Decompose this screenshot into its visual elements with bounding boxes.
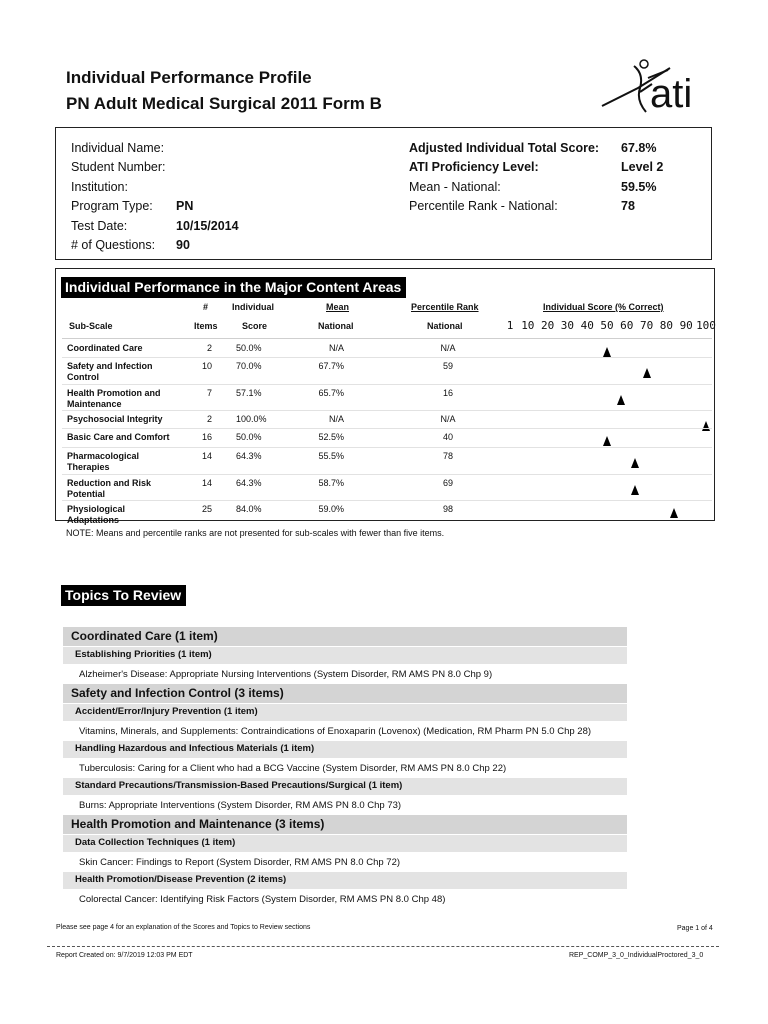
summary-label: Mean - National:: [409, 179, 501, 194]
topic-item: Colorectal Cancer: Identifying Risk Factors (System Disorder, RM AMS PN 8.0 Chp 48): [79, 894, 446, 905]
summary-value: 78: [621, 199, 635, 214]
subscale-name: Reduction and Risk Potential: [67, 478, 152, 499]
individual-score: 64.3%: [236, 478, 262, 488]
summary-value: 59.5%: [621, 179, 657, 194]
score-header: Individual: [232, 302, 275, 312]
row-divider: [62, 428, 712, 429]
individual-score: 64.3%: [236, 451, 262, 461]
topic-subcategory: Accident/Error/Injury Prevention (1 item): [63, 704, 627, 721]
scale-tick-label: 60: [620, 319, 634, 332]
footer-explanation: Please see page 4 for an explanation of the Scores and Topics to Review sections: [56, 924, 311, 931]
items-count: 14: [201, 478, 212, 488]
items-count: 2: [206, 414, 212, 424]
performance-title: Individual Performance in the Major Content Areas: [61, 277, 406, 298]
subscale-name: Psychosocial Integrity: [67, 414, 163, 424]
scale-tick-label: 90: [679, 319, 693, 332]
mean-header-sub: National: [318, 321, 354, 331]
scale-tick-label: 10: [521, 319, 535, 332]
percentile-rank: N/A: [440, 343, 456, 353]
page-number: Page 1 of 4: [677, 925, 713, 932]
individual-score: 84.0%: [236, 504, 262, 514]
national-mean: 65.7%: [318, 388, 344, 398]
row-divider: [62, 384, 712, 385]
national-mean: 67.7%: [318, 361, 344, 371]
summary-label: Adjusted Individual Total Score:: [409, 141, 600, 155]
subscale-name: Basic Care and Comfort: [67, 432, 170, 442]
subscale-name: Pharmacological Therapies: [67, 451, 140, 472]
individual-score: 50.0%: [236, 432, 262, 442]
info-label: Institution:: [71, 179, 128, 194]
percentile-rank: 59: [442, 361, 453, 371]
scale-tick-label: 100: [696, 319, 716, 332]
subscale-name: Physiological Adaptations: [67, 504, 126, 525]
row-divider: [62, 474, 712, 475]
items-header-sub: Items: [194, 321, 218, 331]
score-marker-icon: [643, 368, 651, 378]
national-mean: 52.5%: [318, 432, 344, 442]
score-marker-icon: [603, 347, 611, 357]
info-value: 10/15/2014: [176, 218, 239, 233]
score-marker-icon: [631, 458, 639, 468]
percentile-rank: 40: [442, 432, 453, 442]
footer-divider: [47, 946, 719, 947]
report-title: Individual Performance Profile: [66, 68, 312, 87]
topic-subcategory: Standard Precautions/Transmission-Based Precautions/Surgical (1 item): [63, 778, 627, 795]
national-mean: 59.0%: [318, 504, 344, 514]
summary-value: 67.8%: [621, 141, 657, 155]
score-marker-icon: [617, 395, 625, 405]
national-mean: N/A: [328, 414, 344, 424]
report-id: REP_COMP_3_0_IndividualProctored_3_0: [569, 952, 704, 959]
row-divider: [62, 447, 712, 448]
note-text: NOTE: Means and percentile ranks are not presented for sub-scales with fewer than five items.: [66, 528, 445, 538]
topic-subcategory: Data Collection Techniques (1 item): [63, 835, 627, 852]
items-header: #: [203, 302, 209, 312]
national-mean: N/A: [328, 343, 344, 353]
info-value: PN: [176, 199, 194, 214]
summary-label: ATI Proficiency Level:: [409, 160, 539, 175]
scale-tick-label: 50: [600, 319, 614, 332]
topic-subcategory: Health Promotion/Disease Prevention (2 items): [63, 872, 627, 889]
national-mean: 55.5%: [318, 451, 344, 461]
info-label: Test Date:: [71, 218, 128, 233]
scale-tick-label: 80: [659, 319, 674, 332]
topic-category: Health Promotion and Maintenance (3 items): [63, 815, 627, 834]
subscale-name: Safety and Infection Control: [67, 361, 153, 382]
subscale-name: Coordinated Care: [67, 343, 143, 353]
scale-tick-label: 20: [540, 319, 555, 332]
info-label: Student Number:: [71, 160, 166, 175]
info-label: Individual Name:: [71, 141, 165, 155]
topic-item: Skin Cancer: Findings to Report (System Disorder, RM AMS PN 8.0 Chp 72): [79, 857, 401, 868]
subscale-name: Health Promotion and Maintenance: [67, 388, 161, 409]
score-header-sub: Score: [242, 321, 268, 331]
logo-text: ati: [650, 72, 693, 116]
items-count: 10: [201, 361, 212, 371]
percentile-rank: 16: [442, 388, 453, 398]
topic-item: Vitamins, Minerals, and Supplements: Contraindications of Enoxaparin (Lovenox) (Medication, RM Pharm PN 5.0 Chp 28): [79, 726, 592, 737]
topics-list: [63, 627, 627, 909]
info-value: 90: [176, 238, 190, 252]
score-marker-icon: [603, 436, 611, 446]
chart-title: Individual Score (% Correct): [543, 302, 664, 312]
row-divider: [62, 410, 712, 411]
items-count: 25: [201, 504, 212, 514]
summary-label: Percentile Rank - National:: [409, 199, 558, 214]
row-divider: [62, 357, 712, 358]
percentile-rank: 98: [442, 504, 453, 514]
percentile-header-sub: National: [427, 321, 463, 331]
ati-logo: [600, 58, 708, 120]
score-marker-icon: [670, 508, 678, 518]
items-count: 16: [201, 432, 212, 442]
items-count: 2: [206, 343, 212, 353]
individual-score: 57.1%: [236, 388, 262, 398]
topic-item: Burns: Appropriate Interventions (System Disorder, RM AMS PN 8.0 Chp 73): [79, 800, 402, 811]
header-divider: [62, 338, 712, 339]
scale-tick-label: 70: [639, 319, 654, 332]
individual-score: 100.0%: [236, 414, 267, 424]
score-marker-icon: [702, 421, 710, 431]
row-divider: [62, 500, 712, 501]
percentile-rank: 69: [442, 478, 453, 488]
individual-score: 50.0%: [236, 343, 262, 353]
topics-title: Topics To Review: [61, 585, 186, 606]
items-count: 14: [201, 451, 212, 461]
topic-subcategory: Handling Hazardous and Infectious Materials (1 item): [63, 741, 627, 758]
info-label: Program Type:: [71, 199, 153, 214]
topic-item: Tuberculosis: Caring for a Client who had a BCG Vaccine (System Disorder, RM AMS PN 8.0 Chp 22): [79, 763, 507, 774]
topic-item: Alzheimer's Disease: Appropriate Nursing Interventions (System Disorder, RM AMS PN 8.0 Chp 9): [79, 669, 493, 680]
national-mean: 58.7%: [318, 478, 344, 488]
info-label: # of Questions:: [71, 238, 156, 252]
score-marker-icon: [631, 485, 639, 495]
report-created: Report Created on: 9/7/2019 12:03 PM EDT: [56, 952, 193, 959]
scale-tick-label: 1: [506, 319, 514, 332]
topic-category: Safety and Infection Control (3 items): [63, 684, 627, 703]
individual-score: 70.0%: [236, 361, 262, 371]
topic-category: Coordinated Care (1 item): [63, 627, 627, 646]
scale-tick-label: 30: [560, 319, 575, 332]
summary-value: Level 2: [621, 160, 664, 175]
items-count: 7: [206, 388, 212, 398]
scale-tick-label: 40: [580, 319, 594, 332]
percentile-header: Percentile Rank: [411, 302, 479, 312]
topic-subcategory: Establishing Priorities (1 item): [63, 647, 627, 664]
report-subtitle: PN Adult Medical Surgical 2011 Form B: [66, 94, 382, 113]
percentile-rank: 78: [442, 451, 453, 461]
subscale-header: Sub-Scale: [69, 321, 113, 331]
percentile-rank: N/A: [440, 414, 456, 424]
mean-header: Mean: [326, 302, 350, 312]
